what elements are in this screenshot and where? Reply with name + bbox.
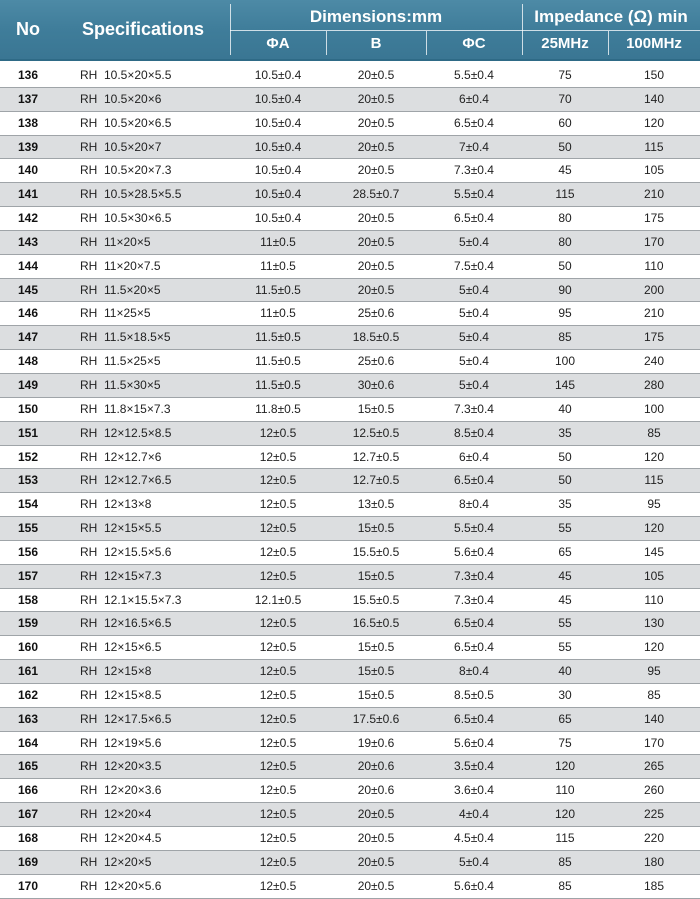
- header-divider: [230, 30, 700, 31]
- cell-dim-b: 15±0.5: [357, 664, 395, 679]
- cell-dim-b: 20±0.5: [357, 258, 395, 273]
- cell-impedance-25mhz: 100: [554, 354, 576, 369]
- cell-no: 169: [17, 854, 39, 869]
- cell-impedance-25mhz: 45: [558, 592, 572, 607]
- table-row: [0, 302, 700, 326]
- table-row: [0, 827, 700, 851]
- header-no: No: [16, 19, 40, 39]
- cell-no: 151: [17, 425, 39, 440]
- table-row: [0, 636, 700, 660]
- header-col-a: ΦA: [266, 34, 290, 52]
- cell-spec: RH 12×15×5.5: [80, 521, 162, 536]
- table-header: [0, 0, 700, 61]
- cell-dim-c: 5.6±0.4: [454, 544, 494, 559]
- cell-dim-c: 5±0.4: [459, 854, 489, 869]
- cell-dim-b: 25±0.6: [357, 306, 395, 321]
- cell-dim-c: 6.5±0.4: [454, 211, 494, 226]
- cell-dim-b: 15±0.5: [357, 568, 395, 583]
- cell-dim-a: 12±0.5: [259, 759, 297, 774]
- cell-dim-a: 12±0.5: [259, 544, 297, 559]
- table-row: [0, 708, 700, 732]
- cell-spec: RH 11.5×30×5: [80, 377, 161, 392]
- cell-spec: RH 12×12.7×6.5: [80, 473, 172, 488]
- cell-dim-b: 30±0.6: [357, 377, 395, 392]
- cell-dim-a: 12±0.5: [259, 687, 297, 702]
- cell-spec: RH 11.8×15×7.3: [80, 401, 171, 416]
- cell-dim-a: 12±0.5: [259, 711, 297, 726]
- header-divider: [608, 31, 609, 55]
- cell-impedance-100mhz: 140: [643, 711, 665, 726]
- cell-dim-b: 12.5±0.5: [352, 425, 400, 440]
- cell-no: 143: [17, 234, 39, 249]
- cell-spec: RH 12×20×4.5: [80, 831, 162, 845]
- cell-impedance-100mhz: 100: [643, 401, 665, 416]
- cell-dim-c: 6.5±0.4: [454, 640, 494, 655]
- table-row: [0, 803, 700, 827]
- cell-spec: RH 11×20×5: [80, 234, 151, 249]
- cell-spec: RH 10.5×30×6.5: [80, 211, 172, 226]
- table-row: [0, 350, 700, 374]
- cell-impedance-100mhz: 105: [643, 568, 665, 583]
- cell-spec: RH 10.5×20×5.5: [80, 68, 172, 82]
- cell-impedance-25mhz: 120: [554, 807, 576, 822]
- cell-spec: RH 12×20×3.6: [80, 783, 162, 798]
- cell-no: 137: [17, 91, 39, 106]
- cell-no: 153: [17, 473, 39, 488]
- cell-impedance-25mhz: 120: [554, 759, 576, 774]
- cell-spec: RH 12×12.5×8.5: [80, 425, 172, 440]
- cell-dim-c: 6.5±0.4: [454, 616, 494, 631]
- cell-spec: RH 10.5×20×7.3: [80, 163, 172, 178]
- cell-spec: RH 12×20×5: [80, 854, 152, 869]
- cell-no: 136: [17, 68, 39, 82]
- cell-impedance-100mhz: 260: [643, 783, 665, 798]
- cell-no: 142: [17, 211, 39, 226]
- table-row: [0, 279, 700, 303]
- cell-dim-b: 15.5±0.5: [352, 592, 400, 607]
- cell-impedance-100mhz: 105: [643, 163, 665, 178]
- cell-dim-a: 12±0.5: [259, 568, 297, 583]
- table-row: [0, 469, 700, 493]
- table-row: [0, 517, 700, 541]
- cell-impedance-100mhz: 85: [647, 425, 661, 440]
- cell-impedance-25mhz: 70: [558, 91, 572, 106]
- cell-dim-b: 15.5±0.5: [352, 544, 400, 559]
- header-col-25mhz: 25MHz: [541, 34, 589, 52]
- cell-spec: RH 10.5×20×6: [80, 91, 162, 106]
- cell-impedance-25mhz: 55: [558, 521, 572, 536]
- cell-dim-a: 12±0.5: [259, 735, 297, 750]
- cell-dim-b: 18.5±0.5: [352, 330, 400, 345]
- cell-no: 160: [17, 640, 39, 655]
- table-row: [0, 398, 700, 422]
- cell-no: 140: [17, 163, 39, 178]
- cell-dim-a: 11.5±0.5: [255, 377, 301, 392]
- table-row: [0, 612, 700, 636]
- cell-no: 146: [17, 306, 39, 321]
- table-row: [0, 660, 700, 684]
- header-col-c: ΦC: [462, 34, 486, 52]
- cell-spec: RH 12×15×7.3: [80, 568, 162, 583]
- cell-spec: RH 11×25×5: [80, 306, 151, 321]
- cell-dim-b: 15±0.5: [357, 401, 395, 416]
- cell-dim-b: 20±0.5: [357, 831, 395, 845]
- cell-dim-a: 11±0.5: [260, 258, 296, 273]
- table-body: [0, 64, 700, 899]
- cell-dim-c: 8±0.4: [459, 497, 489, 512]
- cell-impedance-25mhz: 40: [558, 664, 572, 679]
- table-row: [0, 112, 700, 136]
- table-row: [0, 541, 700, 565]
- cell-dim-c: 8.5±0.4: [454, 425, 494, 440]
- cell-impedance-25mhz: 90: [558, 282, 572, 297]
- cell-dim-b: 19±0.6: [357, 735, 395, 750]
- cell-dim-a: 10.5±0.4: [254, 68, 302, 82]
- cell-impedance-25mhz: 50: [558, 258, 572, 273]
- table-row: [0, 88, 700, 112]
- cell-impedance-100mhz: 210: [643, 306, 665, 321]
- cell-impedance-100mhz: 120: [643, 449, 665, 464]
- cell-no: 168: [17, 831, 39, 845]
- cell-no: 138: [17, 115, 39, 130]
- cell-impedance-25mhz: 35: [558, 425, 572, 440]
- cell-no: 144: [17, 258, 39, 273]
- cell-impedance-100mhz: 170: [643, 234, 665, 249]
- header-dimensions: Dimensions:mm: [309, 7, 443, 26]
- cell-no: 161: [17, 664, 39, 679]
- cell-dim-b: 12.7±0.5: [352, 473, 400, 488]
- cell-dim-b: 20±0.6: [357, 759, 395, 774]
- cell-spec: RH 11.5×25×5: [80, 354, 161, 369]
- cell-no: 150: [17, 401, 39, 416]
- cell-impedance-25mhz: 40: [558, 401, 572, 416]
- table-row: [0, 159, 700, 183]
- cell-impedance-25mhz: 35: [558, 497, 572, 512]
- cell-impedance-100mhz: 170: [643, 735, 665, 750]
- cell-impedance-25mhz: 55: [558, 640, 572, 655]
- cell-impedance-25mhz: 45: [558, 568, 572, 583]
- cell-dim-c: 6.5±0.4: [454, 711, 494, 726]
- cell-dim-c: 5.5±0.4: [454, 187, 494, 202]
- cell-spec: RH 12×20×3.5: [80, 759, 162, 774]
- cell-dim-c: 6±0.4: [459, 449, 489, 464]
- cell-dim-a: 11±0.5: [260, 306, 296, 321]
- cell-impedance-100mhz: 110: [644, 258, 664, 273]
- cell-impedance-100mhz: 120: [643, 521, 665, 536]
- cell-no: 170: [17, 878, 39, 893]
- cell-dim-a: 12±0.5: [259, 497, 297, 512]
- cell-no: 162: [17, 687, 39, 702]
- cell-impedance-100mhz: 200: [643, 282, 665, 297]
- cell-dim-b: 12.7±0.5: [352, 449, 400, 464]
- cell-dim-c: 7.3±0.4: [454, 163, 494, 178]
- cell-dim-a: 11.8±0.5: [255, 401, 301, 416]
- header-col-b: B: [370, 34, 382, 52]
- cell-impedance-25mhz: 50: [558, 139, 572, 154]
- cell-no: 164: [17, 735, 39, 750]
- cell-spec: RH 12×15×8: [80, 664, 152, 679]
- cell-spec: RH 12×12.7×6: [80, 449, 162, 464]
- cell-impedance-100mhz: 185: [643, 878, 665, 893]
- cell-dim-b: 20±0.6: [357, 783, 395, 798]
- cell-impedance-100mhz: 175: [643, 211, 665, 226]
- cell-dim-c: 5±0.4: [459, 234, 489, 249]
- cell-no: 167: [17, 807, 39, 822]
- cell-dim-b: 17.5±0.6: [352, 711, 400, 726]
- cell-dim-a: 10.5±0.4: [254, 163, 302, 178]
- cell-impedance-100mhz: 120: [643, 640, 665, 655]
- cell-spec: RH 12×20×5.6: [80, 878, 162, 893]
- cell-dim-b: 20±0.5: [357, 115, 395, 130]
- cell-dim-a: 12±0.5: [259, 640, 297, 655]
- cell-impedance-100mhz: 120: [643, 115, 665, 130]
- header-specifications: Specifications: [81, 19, 205, 39]
- cell-impedance-25mhz: 45: [558, 163, 572, 178]
- table-row: [0, 326, 700, 350]
- cell-dim-b: 20±0.5: [357, 163, 395, 178]
- cell-dim-a: 12±0.5: [259, 854, 297, 869]
- cell-impedance-100mhz: 280: [643, 377, 665, 392]
- table-row: [0, 589, 700, 613]
- cell-dim-c: 3.6±0.4: [454, 783, 494, 798]
- cell-impedance-25mhz: 95: [558, 306, 572, 321]
- cell-dim-a: 12±0.5: [259, 831, 297, 845]
- cell-dim-a: 12±0.5: [259, 664, 297, 679]
- cell-dim-b: 28.5±0.7: [352, 187, 400, 202]
- cell-dim-a: 12±0.5: [259, 783, 297, 798]
- cell-impedance-100mhz: 150: [643, 68, 665, 82]
- cell-dim-a: 11±0.5: [260, 234, 296, 249]
- table-row: [0, 64, 700, 88]
- cell-impedance-100mhz: 265: [643, 759, 665, 774]
- cell-impedance-100mhz: 220: [643, 831, 665, 845]
- cell-dim-c: 5±0.4: [459, 330, 489, 345]
- cell-no: 159: [17, 616, 39, 631]
- cell-dim-c: 5.5±0.4: [454, 521, 494, 536]
- cell-impedance-25mhz: 75: [558, 68, 572, 82]
- cell-no: 158: [17, 592, 39, 607]
- cell-no: 165: [17, 759, 39, 774]
- cell-dim-c: 4±0.4: [459, 807, 489, 822]
- cell-dim-a: 11.5±0.5: [255, 330, 301, 345]
- cell-impedance-100mhz: 240: [643, 354, 665, 369]
- table-row: [0, 446, 700, 470]
- table-row: [0, 875, 700, 899]
- header-impedance: Impedance (Ω) min: [534, 7, 688, 26]
- cell-dim-b: 20±0.5: [357, 211, 395, 226]
- cell-dim-c: 5±0.4: [459, 377, 489, 392]
- cell-dim-c: 4.5±0.4: [454, 831, 494, 845]
- cell-dim-b: 16.5±0.5: [352, 616, 400, 631]
- cell-dim-c: 5±0.4: [459, 282, 489, 297]
- cell-impedance-25mhz: 50: [558, 473, 572, 488]
- header-divider: [326, 31, 327, 55]
- cell-impedance-100mhz: 225: [643, 807, 665, 822]
- cell-dim-c: 5.6±0.4: [454, 878, 494, 893]
- cell-no: 157: [17, 568, 39, 583]
- cell-no: 147: [17, 330, 39, 345]
- cell-impedance-100mhz: 145: [643, 544, 665, 559]
- cell-dim-b: 20±0.5: [357, 91, 395, 106]
- cell-dim-c: 8.5±0.5: [454, 687, 494, 702]
- cell-dim-a: 12±0.5: [259, 425, 297, 440]
- cell-no: 139: [17, 139, 39, 154]
- cell-no: 148: [17, 354, 39, 369]
- cell-impedance-25mhz: 60: [558, 115, 572, 130]
- cell-impedance-25mhz: 50: [558, 449, 572, 464]
- cell-spec: RH 12×19×5.6: [80, 735, 162, 750]
- table-row: [0, 422, 700, 446]
- cell-dim-b: 20±0.5: [357, 68, 395, 82]
- cell-impedance-25mhz: 85: [558, 878, 572, 893]
- cell-no: 166: [17, 783, 39, 798]
- cell-dim-c: 5±0.4: [459, 306, 489, 321]
- cell-no: 156: [17, 544, 39, 559]
- cell-impedance-100mhz: 210: [643, 187, 665, 202]
- table-row: [0, 755, 700, 779]
- cell-spec: RH 12×20×4: [80, 807, 152, 822]
- cell-spec: RH 12×17.5×6.5: [80, 711, 172, 726]
- cell-no: 141: [17, 187, 39, 202]
- cell-impedance-100mhz: 130: [643, 616, 665, 631]
- cell-impedance-100mhz: 115: [644, 139, 664, 154]
- cell-spec: RH 10.5×28.5×5.5: [80, 187, 182, 202]
- cell-no: 149: [17, 377, 39, 392]
- cell-dim-a: 10.5±0.4: [254, 187, 302, 202]
- table-row: [0, 183, 700, 207]
- cell-dim-a: 12±0.5: [259, 616, 297, 631]
- cell-dim-b: 20±0.5: [357, 139, 395, 154]
- cell-impedance-100mhz: 95: [647, 664, 661, 679]
- cell-impedance-100mhz: 115: [644, 473, 664, 488]
- cell-spec: RH 11×20×7.5: [80, 258, 161, 273]
- cell-dim-b: 13±0.5: [357, 497, 395, 512]
- cell-impedance-25mhz: 65: [558, 711, 572, 726]
- cell-spec: RH 12.1×15.5×7.3: [80, 592, 182, 607]
- cell-spec: RH 12×13×8: [80, 497, 152, 512]
- cell-dim-a: 11.5±0.5: [255, 354, 301, 369]
- cell-impedance-25mhz: 80: [558, 211, 572, 226]
- cell-dim-c: 5.6±0.4: [454, 735, 494, 750]
- cell-dim-c: 6±0.4: [459, 91, 489, 106]
- cell-dim-a: 12.1±0.5: [254, 592, 302, 607]
- cell-dim-b: 25±0.6: [357, 354, 395, 369]
- cell-dim-a: 12±0.5: [259, 878, 297, 893]
- cell-dim-b: 15±0.5: [357, 521, 395, 536]
- cell-no: 155: [17, 521, 39, 536]
- cell-spec: RH 12×15.5×5.6: [80, 544, 172, 559]
- cell-no: 152: [17, 449, 39, 464]
- cell-impedance-25mhz: 75: [558, 735, 572, 750]
- table-row: [0, 565, 700, 589]
- cell-impedance-100mhz: 140: [643, 91, 665, 106]
- cell-dim-a: 12±0.5: [259, 807, 297, 822]
- cell-dim-a: 10.5±0.4: [254, 139, 302, 154]
- cell-spec: RH 11.5×18.5×5: [80, 330, 171, 345]
- cell-dim-b: 20±0.5: [357, 878, 395, 893]
- table-row: [0, 255, 700, 279]
- cell-dim-a: 12±0.5: [259, 449, 297, 464]
- cell-dim-c: 6.5±0.4: [454, 473, 494, 488]
- cell-dim-a: 10.5±0.4: [254, 211, 302, 226]
- cell-dim-c: 3.5±0.4: [454, 759, 494, 774]
- cell-no: 145: [17, 282, 39, 297]
- cell-impedance-25mhz: 85: [558, 854, 572, 869]
- table-row: [0, 231, 700, 255]
- cell-spec: RH 11.5×20×5: [80, 282, 161, 297]
- header-col-100mhz: 100MHz: [626, 34, 682, 52]
- header-divider: [426, 31, 427, 55]
- cell-no: 154: [17, 497, 39, 512]
- cell-impedance-25mhz: 115: [555, 187, 575, 202]
- cell-dim-c: 7.5±0.4: [454, 258, 494, 273]
- cell-dim-b: 20±0.5: [357, 282, 395, 297]
- cell-impedance-25mhz: 110: [555, 783, 575, 798]
- cell-dim-b: 15±0.5: [357, 640, 395, 655]
- table-row: [0, 207, 700, 231]
- table-row: [0, 684, 700, 708]
- table-row: [0, 374, 700, 398]
- cell-impedance-100mhz: 95: [647, 497, 661, 512]
- cell-dim-b: 20±0.5: [357, 234, 395, 249]
- cell-dim-a: 12±0.5: [259, 521, 297, 536]
- table-row: [0, 779, 700, 803]
- cell-dim-c: 5±0.4: [459, 354, 489, 369]
- cell-impedance-25mhz: 115: [555, 831, 575, 845]
- cell-dim-c: 7.3±0.4: [454, 592, 494, 607]
- cell-impedance-100mhz: 180: [643, 854, 665, 869]
- cell-impedance-25mhz: 65: [558, 544, 572, 559]
- cell-dim-c: 8±0.4: [459, 664, 489, 679]
- cell-impedance-100mhz: 110: [644, 592, 664, 607]
- cell-impedance-25mhz: 145: [554, 377, 576, 392]
- cell-no: 163: [17, 711, 39, 726]
- cell-impedance-25mhz: 55: [558, 616, 572, 631]
- cell-dim-c: 6.5±0.4: [454, 115, 494, 130]
- cell-dim-a: 12±0.5: [259, 473, 297, 488]
- cell-spec: RH 12×16.5×6.5: [80, 616, 172, 631]
- cell-dim-a: 10.5±0.4: [254, 115, 302, 130]
- cell-dim-a: 11.5±0.5: [255, 282, 301, 297]
- cell-dim-c: 7.3±0.4: [454, 568, 494, 583]
- cell-spec: RH 12×15×6.5: [80, 640, 162, 655]
- cell-impedance-100mhz: 175: [643, 330, 665, 345]
- cell-spec: RH 10.5×20×7: [80, 139, 162, 154]
- table-row: [0, 732, 700, 756]
- cell-dim-c: 7.3±0.4: [454, 401, 494, 416]
- table-row: [0, 851, 700, 875]
- cell-dim-c: 7±0.4: [459, 139, 489, 154]
- cell-impedance-25mhz: 30: [558, 687, 572, 702]
- cell-dim-b: 20±0.5: [357, 807, 395, 822]
- cell-impedance-100mhz: 85: [647, 687, 661, 702]
- cell-dim-b: 20±0.5: [357, 854, 395, 869]
- cell-dim-b: 15±0.5: [357, 687, 395, 702]
- cell-spec: RH 12×15×8.5: [80, 687, 162, 702]
- cell-impedance-25mhz: 80: [558, 234, 572, 249]
- table-row: [0, 136, 700, 160]
- cell-spec: RH 10.5×20×6.5: [80, 115, 172, 130]
- cell-dim-a: 10.5±0.4: [254, 91, 302, 106]
- cell-impedance-25mhz: 85: [558, 330, 572, 345]
- table-row: [0, 493, 700, 517]
- cell-dim-c: 5.5±0.4: [454, 68, 494, 82]
